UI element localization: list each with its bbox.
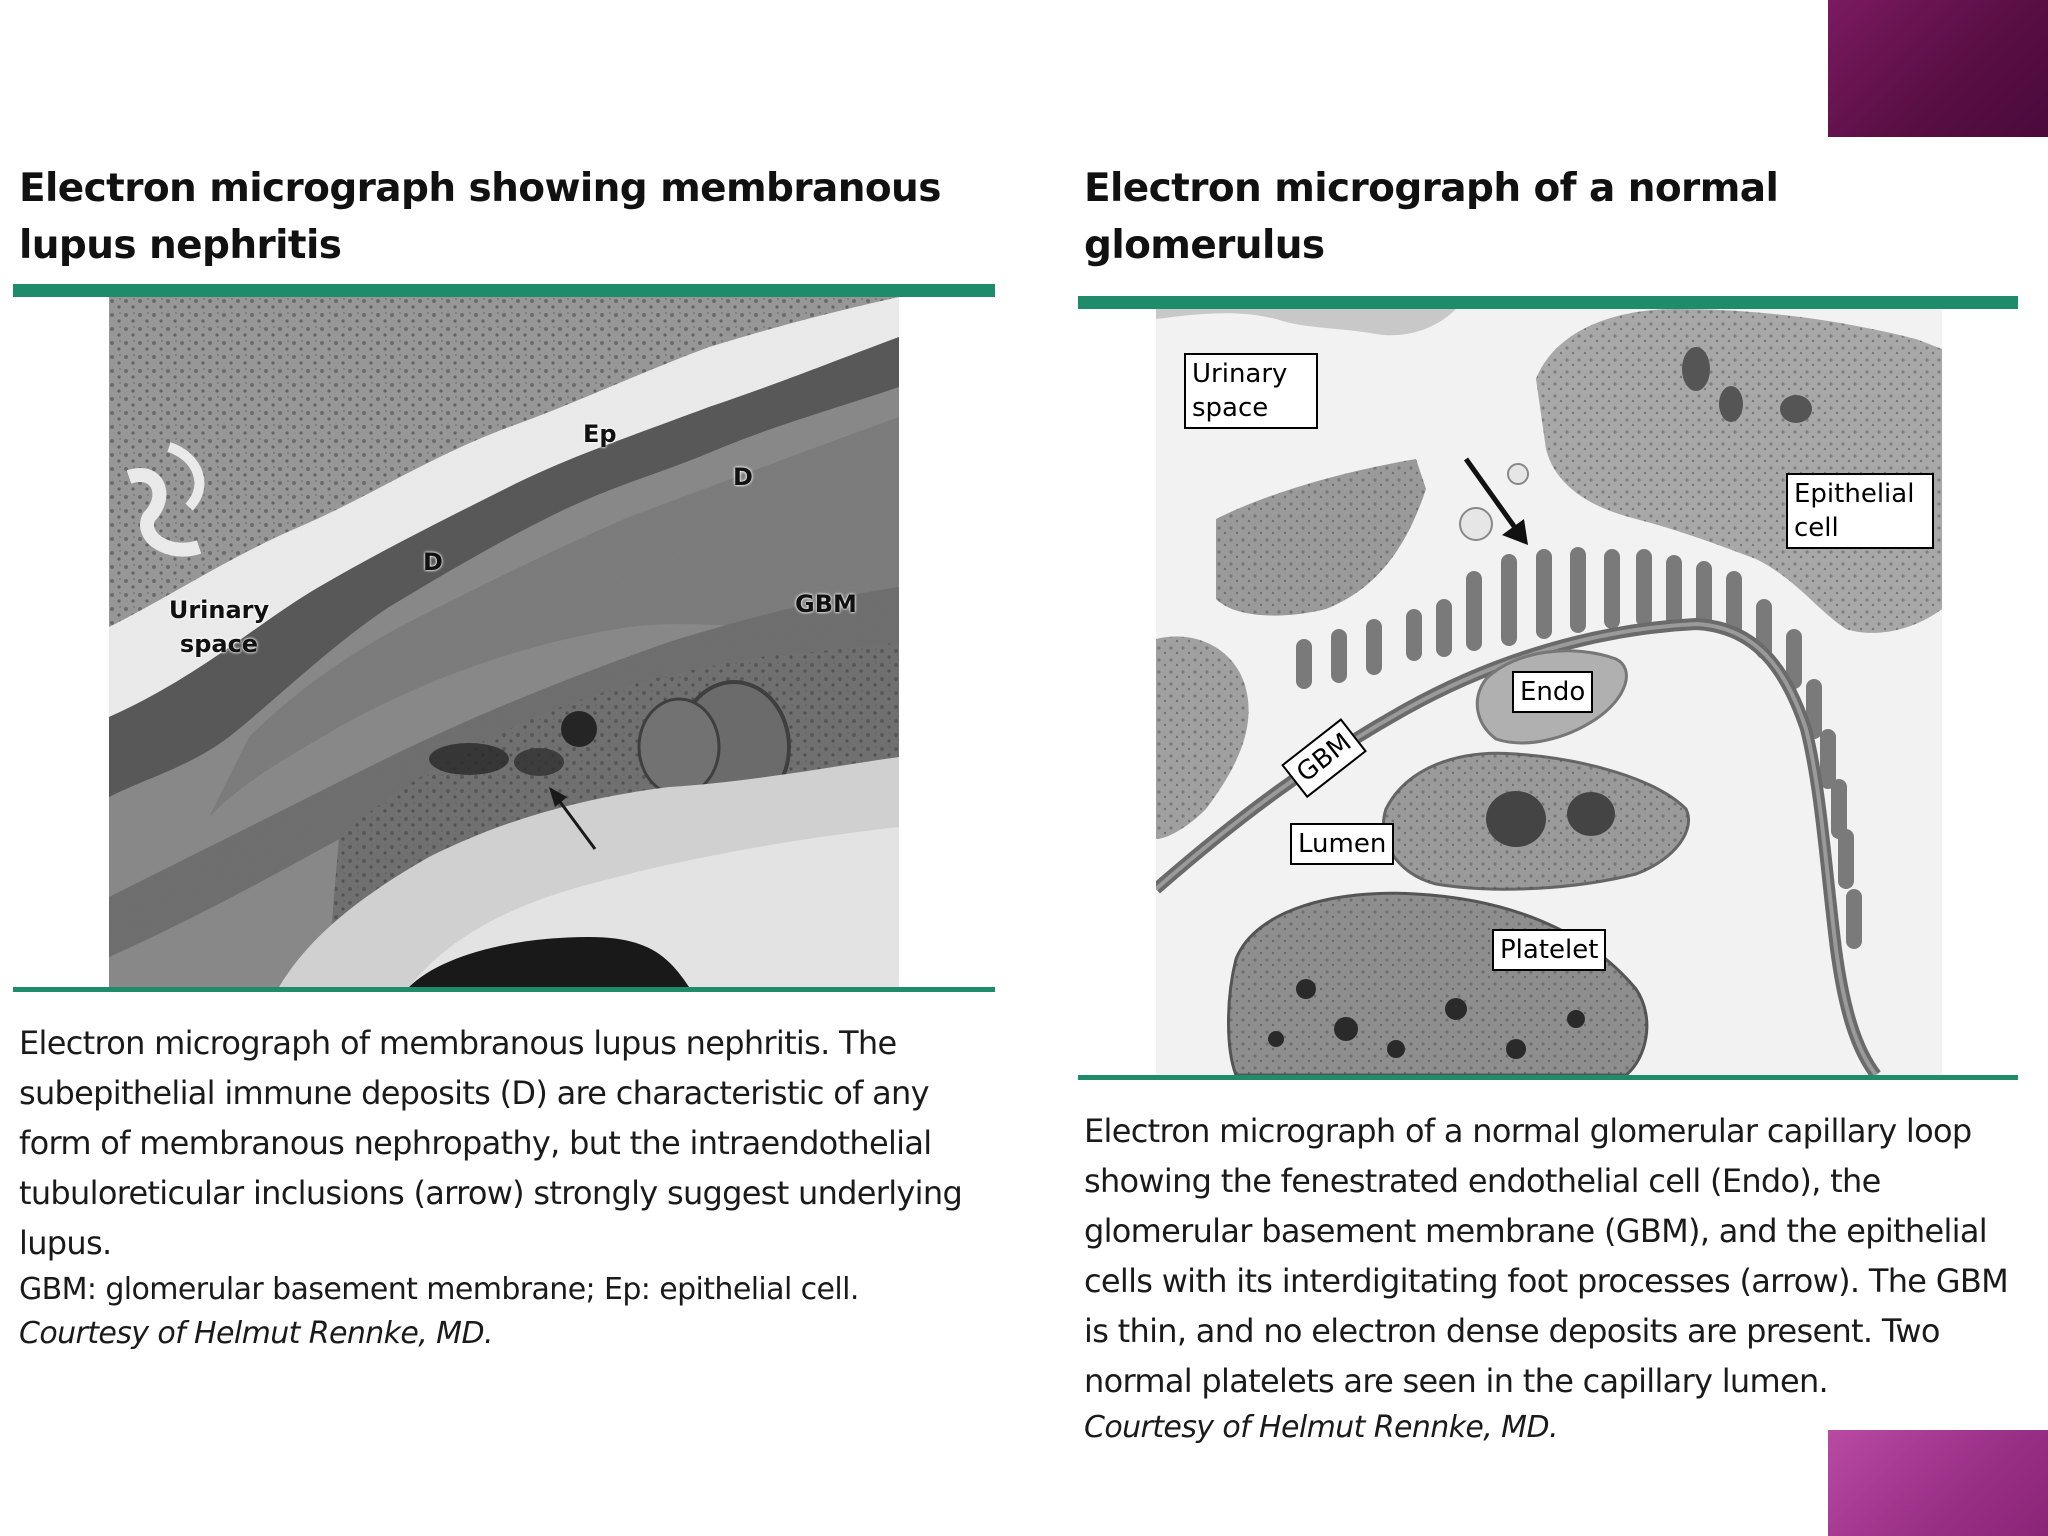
right-figure-rule xyxy=(1078,1075,2018,1080)
left-title-rule xyxy=(13,284,995,297)
label-gbm: GBM xyxy=(795,590,857,618)
label-platelet: Platelet xyxy=(1492,929,1606,971)
right-title-rule xyxy=(1078,296,2018,309)
label-d-upper: D xyxy=(733,463,753,491)
right-courtesy-credit: Courtesy of Helmut Rennke, MD. xyxy=(1084,1410,1558,1445)
label-ep: Ep xyxy=(583,420,617,448)
label-lumen: Lumen xyxy=(1290,823,1394,865)
right-figure-title: Electron micrograph of a normal glomerulus xyxy=(1084,166,1779,268)
right-figure-caption: Electron micrograph of a normal glomerular capillary loop showing the fenestrated endothelial cell (Endo), the glomerular basement membrane (GBM), and the epithelial cells with its interdigitating foot processes (arrow). The GBM is thin, and no electron dense deposits are present. Two normal platelets are seen in the capillary lumen. xyxy=(1084,1112,2009,1400)
left-abbreviations: GBM: glomerular basement membrane; Ep: epithelial cell. xyxy=(19,1272,859,1307)
label-urinary-space: Urinary space xyxy=(168,596,270,658)
label-gbm: GBM xyxy=(1281,718,1367,798)
left-courtesy-credit: Courtesy of Helmut Rennke, MD. xyxy=(19,1316,493,1351)
label-urinary-space: Urinary space xyxy=(1184,353,1318,429)
left-micrograph-image xyxy=(109,297,899,987)
left-figure-rule xyxy=(13,987,995,992)
label-epithelial-cell: Epithelial cell xyxy=(1786,473,1934,549)
left-figure-panel xyxy=(13,160,995,1356)
decorative-corner-top xyxy=(1828,0,2048,137)
label-d-lower: D xyxy=(423,548,443,576)
right-figure-panel xyxy=(1078,160,2018,1450)
left-figure-title: Electron micrograph showing membranous lupus nephritis xyxy=(19,166,941,268)
right-micrograph-image xyxy=(1156,309,1942,1075)
label-endo: Endo xyxy=(1512,671,1593,713)
left-figure-caption: Electron micrograph of membranous lupus nephritis. The subepithelial immune deposits (D) are characteristic of any form of membranous nephropathy, but the intraendothelial tubuloreticular inclusions (arrow) strongly suggest underlying lupus. xyxy=(19,1024,963,1262)
